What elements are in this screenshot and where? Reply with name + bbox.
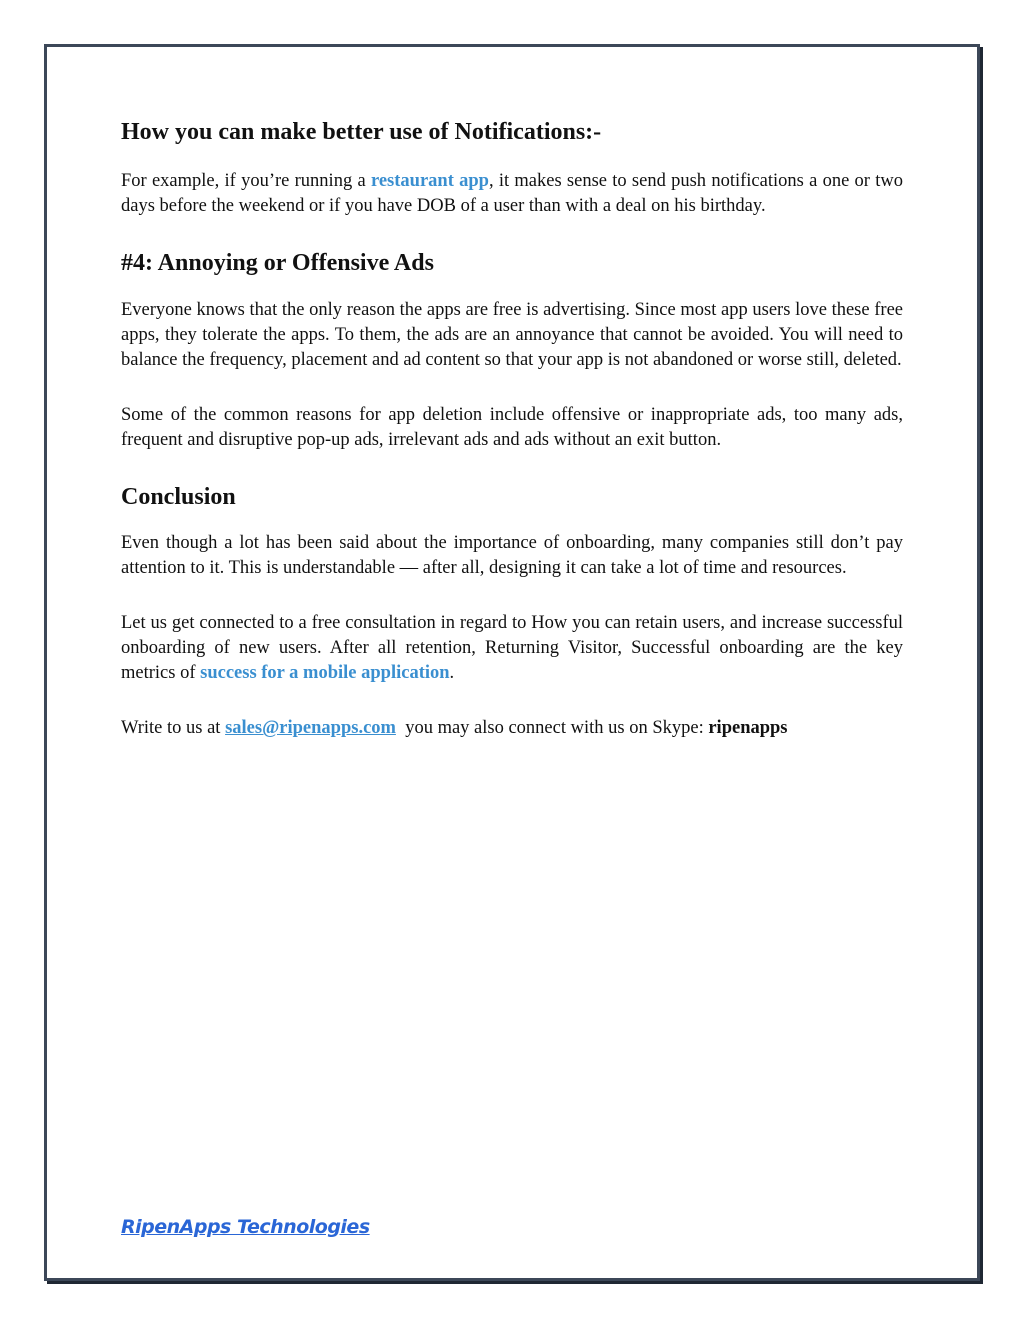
mobile-application-link[interactable]: success for a mobile application — [200, 663, 450, 684]
conclusion-paragraph-2 — [121, 611, 903, 686]
notifications-text-post: , it makes sense to send push notifications a one or two days before the weekend or if you have DOB of a user than with a deal on his birthday. — [121, 170, 903, 216]
conclusion-paragraph-1: Even though a lot has been said about the importance of onboarding, many companies still don’t pay attention to it. This is understandable — after all, designing it can take a lot of time and resources. — [121, 533, 903, 579]
skype-id: ripenapps — [708, 718, 788, 739]
conclusion-heading: Conclusion — [121, 483, 236, 510]
document-body — [121, 118, 903, 741]
ads-paragraph-1: Everyone knows that the only reason the apps are free is advertising. Since most app users love these free apps, they tolerate the apps. To them, the ads are an annoyance that cannot be avoided. You will need to balance the frequency, placement and ad content so that your app is not abandoned or worse still, deleted. — [121, 299, 903, 370]
notifications-text-pre: For example, if you’re running a — [121, 170, 371, 191]
footer-brand-link[interactable]: RipenApps Technologies — [121, 1216, 370, 1238]
ads-heading: #4: Annoying or Offensive Ads — [121, 249, 434, 276]
restaurant-app-link[interactable]: restaurant app — [370, 170, 489, 191]
email-link[interactable]: sales@ripenapps.com — [225, 718, 396, 739]
contact-paragraph — [121, 716, 903, 741]
contact-text-pre: Write to us at — [121, 718, 226, 739]
notifications-paragraph — [121, 169, 903, 219]
contact-text-mid: you may also connect with us on Skype: — [395, 718, 709, 739]
ads-paragraph-2: Some of the common reasons for app deletion include offensive or inappropriate ads, too many ads, frequent and disruptive pop-up ads, irrelevant ads and ads without an exit button. — [121, 404, 903, 450]
conclusion-text-post: . — [449, 663, 455, 684]
notifications-heading: How you can make better use of Notifications:- — [121, 119, 602, 145]
conclusion-text-pre: Let us get connected to a free consultation in regard to How you can retain users, and increase successful onboarding of new users. After all retention, Returning Visitor, Successful onboarding are the key metrics of — [121, 613, 903, 684]
